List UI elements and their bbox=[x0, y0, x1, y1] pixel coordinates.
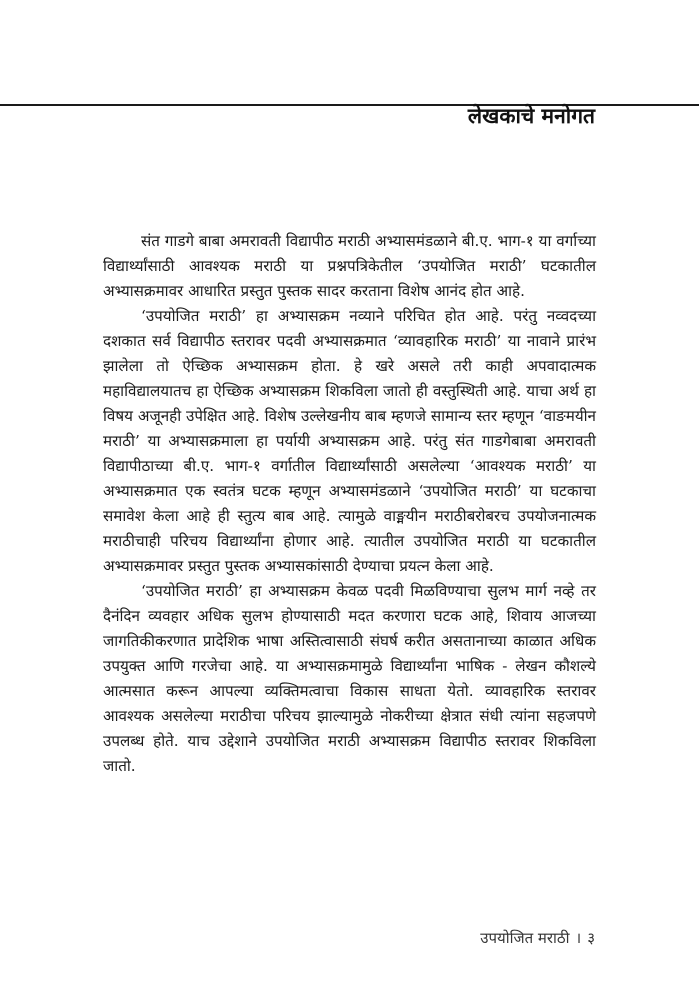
body-text bbox=[103, 229, 596, 779]
page-footer bbox=[480, 928, 595, 948]
paragraph-1: संत गाडगे बाबा अमरावती विद्यापीठ मराठी अभ्यासमंडळाने बी.ए. भाग-१ या वर्गाच्या विद्यार्थ्यांसाठी आवश्यक मराठी या प्रश्नपत्रिकेतील ‘उपयोजित मराठी’ घटकातील अभ्यासक्रमावर आधारित प्रस्तुत पुस्तक सादर करताना विशेष आनंद होत आहे. bbox=[103, 232, 596, 300]
page-number: ३ bbox=[587, 929, 595, 947]
paragraph-3: ‘उपयोजित मराठी’ हा अभ्यासक्रम केवळ पदवी मिळविण्याचा सुलभ मार्ग नव्हे तर दैनंदिन व्यवहार अधिक सुलभ होण्यासाठी मदत करणारा घटक आहे, शिवाय आजच्या जागतिकीकरणात प्रादेशिक भाषा अस्तित्वासाठी संघर्ष करीत असतानाच्या काळात अधिक उपयुक्त आणि गरजेचा आहे. या अभ्यासक्रमामुळे विद्यार्थ्यांना भाषिक - लेखन कौशल्ये आत्मसात करून आपल्या व्यक्तिमत्वाचा विकास साधता येतो. व्यावहारिक स्तरावर आवश्यक असलेल्या मराठीचा परिचय झाल्यामुळे नोकरीच्या क्षेत्रात संधी त्यांना सहजपणे उपलब्ध होते. याच उद्देशाने उपयोजित मराठी अभ्यासक्रम विद्यापीठ स्तरावर शिकविला जातो. bbox=[103, 582, 596, 775]
paragraph-2: ‘उपयोजित मराठी’ हा अभ्यासक्रम नव्याने परिचित होत आहे. परंतु नव्वदच्या दशकात सर्व विद्यापीठ स्तरावर पदवी अभ्यासक्रमात ‘व्यावहारिक मराठी’ या नावाने प्रारंभ झालेला तो ऐच्छिक अभ्यासक्रम होता. हे खरे असले तरी काही अपवादात्मक महाविद्यालयातच हा ऐच्छिक अभ्यासक्रम शिकविला जातो ही वस्तुस्थिती आहे. याचा अर्थ हा विषय अजूनही उपेक्षित आहे. विशेष उल्लेखनीय बाब म्हणजे सामान्य स्तर म्हणून ‘वाङमयीन मराठी’ या अभ्यासक्रमाला हा पर्यायी अभ्यासक्रम आहे. परंतु संत गाडगेबाबा अमरावती विद्यापीठाच्या बी.ए. भाग-१ वर्गातील विद्यार्थ्यांसाठी असलेल्या ‘आवश्यक मराठी’ या अभ्यासक्रमात एक स्वतंत्र घटक म्हणून अभ्यासमंडळाने ‘उपयोजित मराठी’ या घटकाचा समावेश केला आहे ही स्तुत्य बाब आहे. त्यामुळे वाङ्मयीन मराठीबरोबरच उपयोजनात्मक मराठीचाही परिचय विद्यार्थ्यांना होणार आहे. त्यातील उपयोजित मराठी या घटकातील अभ्यासक्रमावर प्रस्तुत पुस्तक अभ्यासकांसाठी देण्याचा प्रयत्न केला आहे. bbox=[103, 307, 596, 575]
page-title: लेखकाचे मनोगत bbox=[467, 104, 595, 128]
footer-book-title: उपयोजित मराठी bbox=[480, 929, 570, 947]
footer-separator: । bbox=[575, 929, 582, 947]
